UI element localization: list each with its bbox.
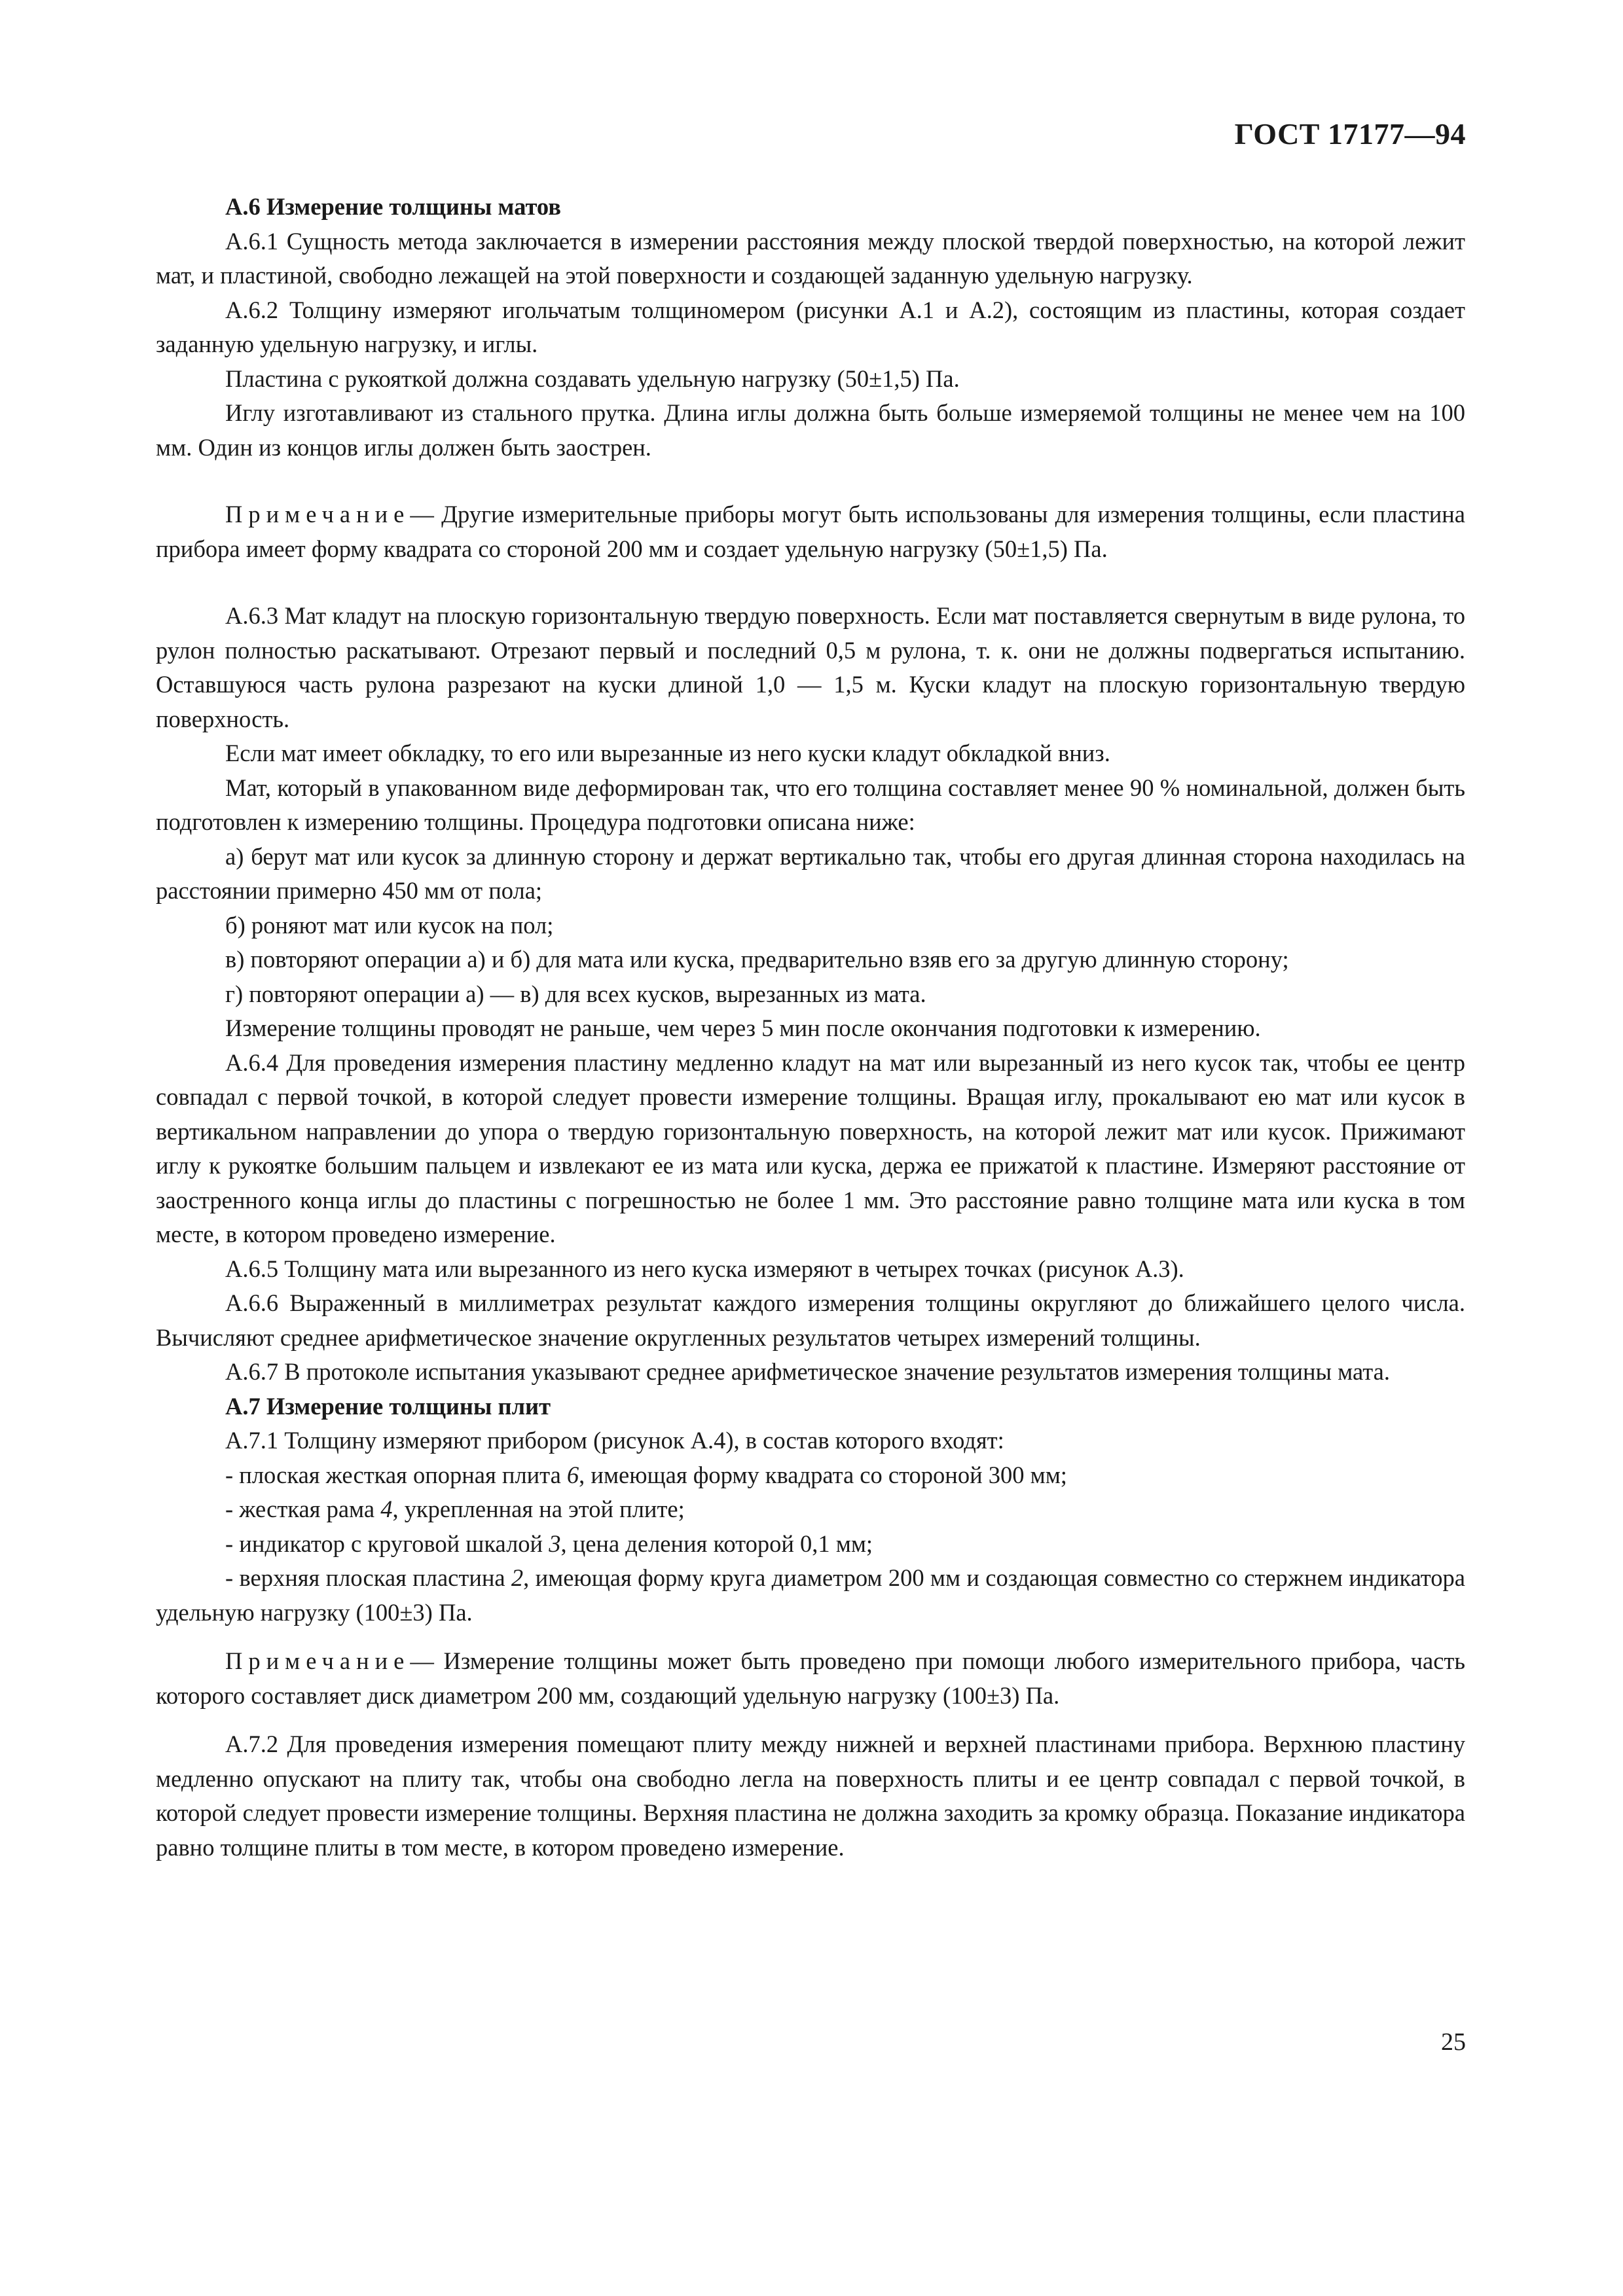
note-a6 — [156, 497, 1465, 566]
paragraph-a6-2-needle: Иглу изготавливают из стального прутка. Длина иглы должна быть больше измеряемой толщины не менее чем на 100 мм. Один из концов иглы должен быть заострен. — [156, 399, 1465, 461]
paragraph-a6-2: А.6.2 Толщину измеряют игольчатым толщиномером (рисунки А.1 и А.2), состоящим из пластины, которая создает заданную удельную нагрузку, и иглы. — [156, 296, 1465, 357]
paragraph-a6-3-deformed: Мат, который в упакованном виде деформирован так, что его толщина составляет менее 90 % номинальной, должен быть подготовлен к измерению толщины. Процедура подготовки описана ниже: — [156, 774, 1465, 835]
document-header: ГОСТ 17177—94 — [1234, 117, 1466, 151]
section-title-a6: А.6 Измерение толщины матов — [225, 193, 561, 220]
paragraph-a6-6: А.6.6 Выраженный в миллиметрах результат каждого измерения толщины округляют до ближайшего целого числа. Вычисляют среднее арифметическое значение округленных результатов четырех измерений толщины. — [156, 1289, 1465, 1351]
paragraph-a6-3-lining: Если мат имеет обкладку, то его или вырезанные из него куски кладут обкладкой вниз. — [225, 740, 1110, 766]
dash-item-top-plate: - верхняя плоская пластина 2, имеющая форму круга диаметром 200 мм и создающая совместно со стержнем индикатора удельную нагрузку (100±3) Па. — [156, 1564, 1465, 1626]
page-number: 25 — [1441, 2028, 1466, 2056]
paragraph-a7-1: А.7.1 Толщину измеряют прибором (рисунок А.4), в состав которого входят: — [225, 1427, 1004, 1454]
paragraph-a6-4: А.6.4 Для проведения измерения пластину медленно кладут на мат или вырезанный из него кусок так, чтобы ее центр совпадал с первой точкой, в которой следует провести измерение толщины. Вращая иглу, прокалывают ею мат или кусок в вертикальном направлении до упора о твердую горизонтальную поверхность, на которой лежит мат или кусок. Прижимают иглу к рукоятке большим пальцем и извлекают ее из мата или куска, держа ее прижатой к пластине. Измеряют расстояние от заостренного конца иглы до пластины с погрешностью не более 1 мм. Это расстояние равно толщине мата или куска в том месте, в котором проведено измерение. — [156, 1049, 1465, 1247]
note-label: Примечание — [225, 1647, 410, 1674]
dash-item-indicator: - индикатор с круговой шкалой 3, цена деления которой 0,1 мм; — [225, 1530, 873, 1557]
paragraph-a6-2-load: Пластина с рукояткой должна создавать удельную нагрузку (50±1,5) Па. — [225, 365, 960, 392]
list-item-d: г) повторяют операции а) — в) для всех кусков, вырезанных из мата. — [225, 980, 926, 1007]
dash-item-frame: - жесткая рама 4, укрепленная на этой плите; — [225, 1496, 685, 1522]
note-label: Примечание — [225, 501, 410, 528]
list-item-a: а) берут мат или кусок за длинную сторону и держат вертикально так, чтобы его другая длинная сторона находилась на расстоянии примерно 450 мм от пола; — [156, 842, 1465, 904]
note-text: — Другие измерительные приборы могут быть использованы для измерения толщины, если пластина прибора имеет форму квадрата со стороной 200 мм и создает удельную нагрузку (50±1,5) Па. — [156, 501, 1465, 562]
paragraph-a6-5: А.6.5 Толщину мата или вырезанного из него куска измеряют в четырех точках (рисунок А.3). — [225, 1255, 1184, 1282]
document-body — [156, 190, 1465, 1865]
list-item-b: б) роняют мат или кусок на пол; — [225, 911, 554, 939]
dash-item-base-plate: - плоская жесткая опорная плита 6, имеющая форму квадрата со стороной 300 мм; — [225, 1461, 1067, 1488]
paragraph-a6-3-wait: Измерение толщины проводят не раньше, чем через 5 мин после окончания подготовки к измерению. — [225, 1014, 1261, 1041]
list-item-c: в) повторяют операции а) и б) для мата или куска, предварительно взяв его за другую длинную сторону; — [225, 946, 1289, 973]
paragraph-a6-1: А.6.1 Сущность метода заключается в измерении расстояния между плоской твердой поверхностью, на которой лежит мат, и пластиной, свободно лежащей на этой поверхности и создающей заданную удельную нагрузку. — [156, 227, 1465, 289]
paragraph-a7-2: А.7.2 Для проведения измерения помещают плиту между нижней и верхней пластинами прибора. Верхнюю пластину медленно опускают на плиту так, чтобы она свободно легла на поверхность плиты и ее центр совпадал с первой точкой, в которой следует провести измерение толщины. Верхняя пластина не должна заходить за кромку образца. Показание индикатора равно толщине плиты в том месте, в котором проведено измерение. — [156, 1731, 1465, 1861]
section-title-a7: А.7 Измерение толщины плит — [225, 1392, 551, 1420]
paragraph-a6-7: А.6.7 В протоколе испытания указывают среднее арифметическое значение результатов измерения толщины мата. — [225, 1358, 1391, 1385]
note-a7 — [156, 1644, 1465, 1713]
note-text: — Измерение толщины может быть проведено при помощи любого измерительного прибора, часть которого составляет диск диаметром 200 мм, создающий удельную нагрузку (100±3) Па. — [156, 1647, 1465, 1709]
paragraph-a6-3: А.6.3 Мат кладут на плоскую горизонтальную твердую поверхность. Если мат поставляется свернутым в виде рулона, то рулон полностью раскатывают. Отрезают первый и последний 0,5 м рулона, т. к. они не должны подвергаться испытанию. Оставшуюся часть рулона разрезают на куски длиной 1,0 — 1,5 м. Куски кладут на плоскую горизонтальную твердую поверхность. — [156, 602, 1465, 732]
